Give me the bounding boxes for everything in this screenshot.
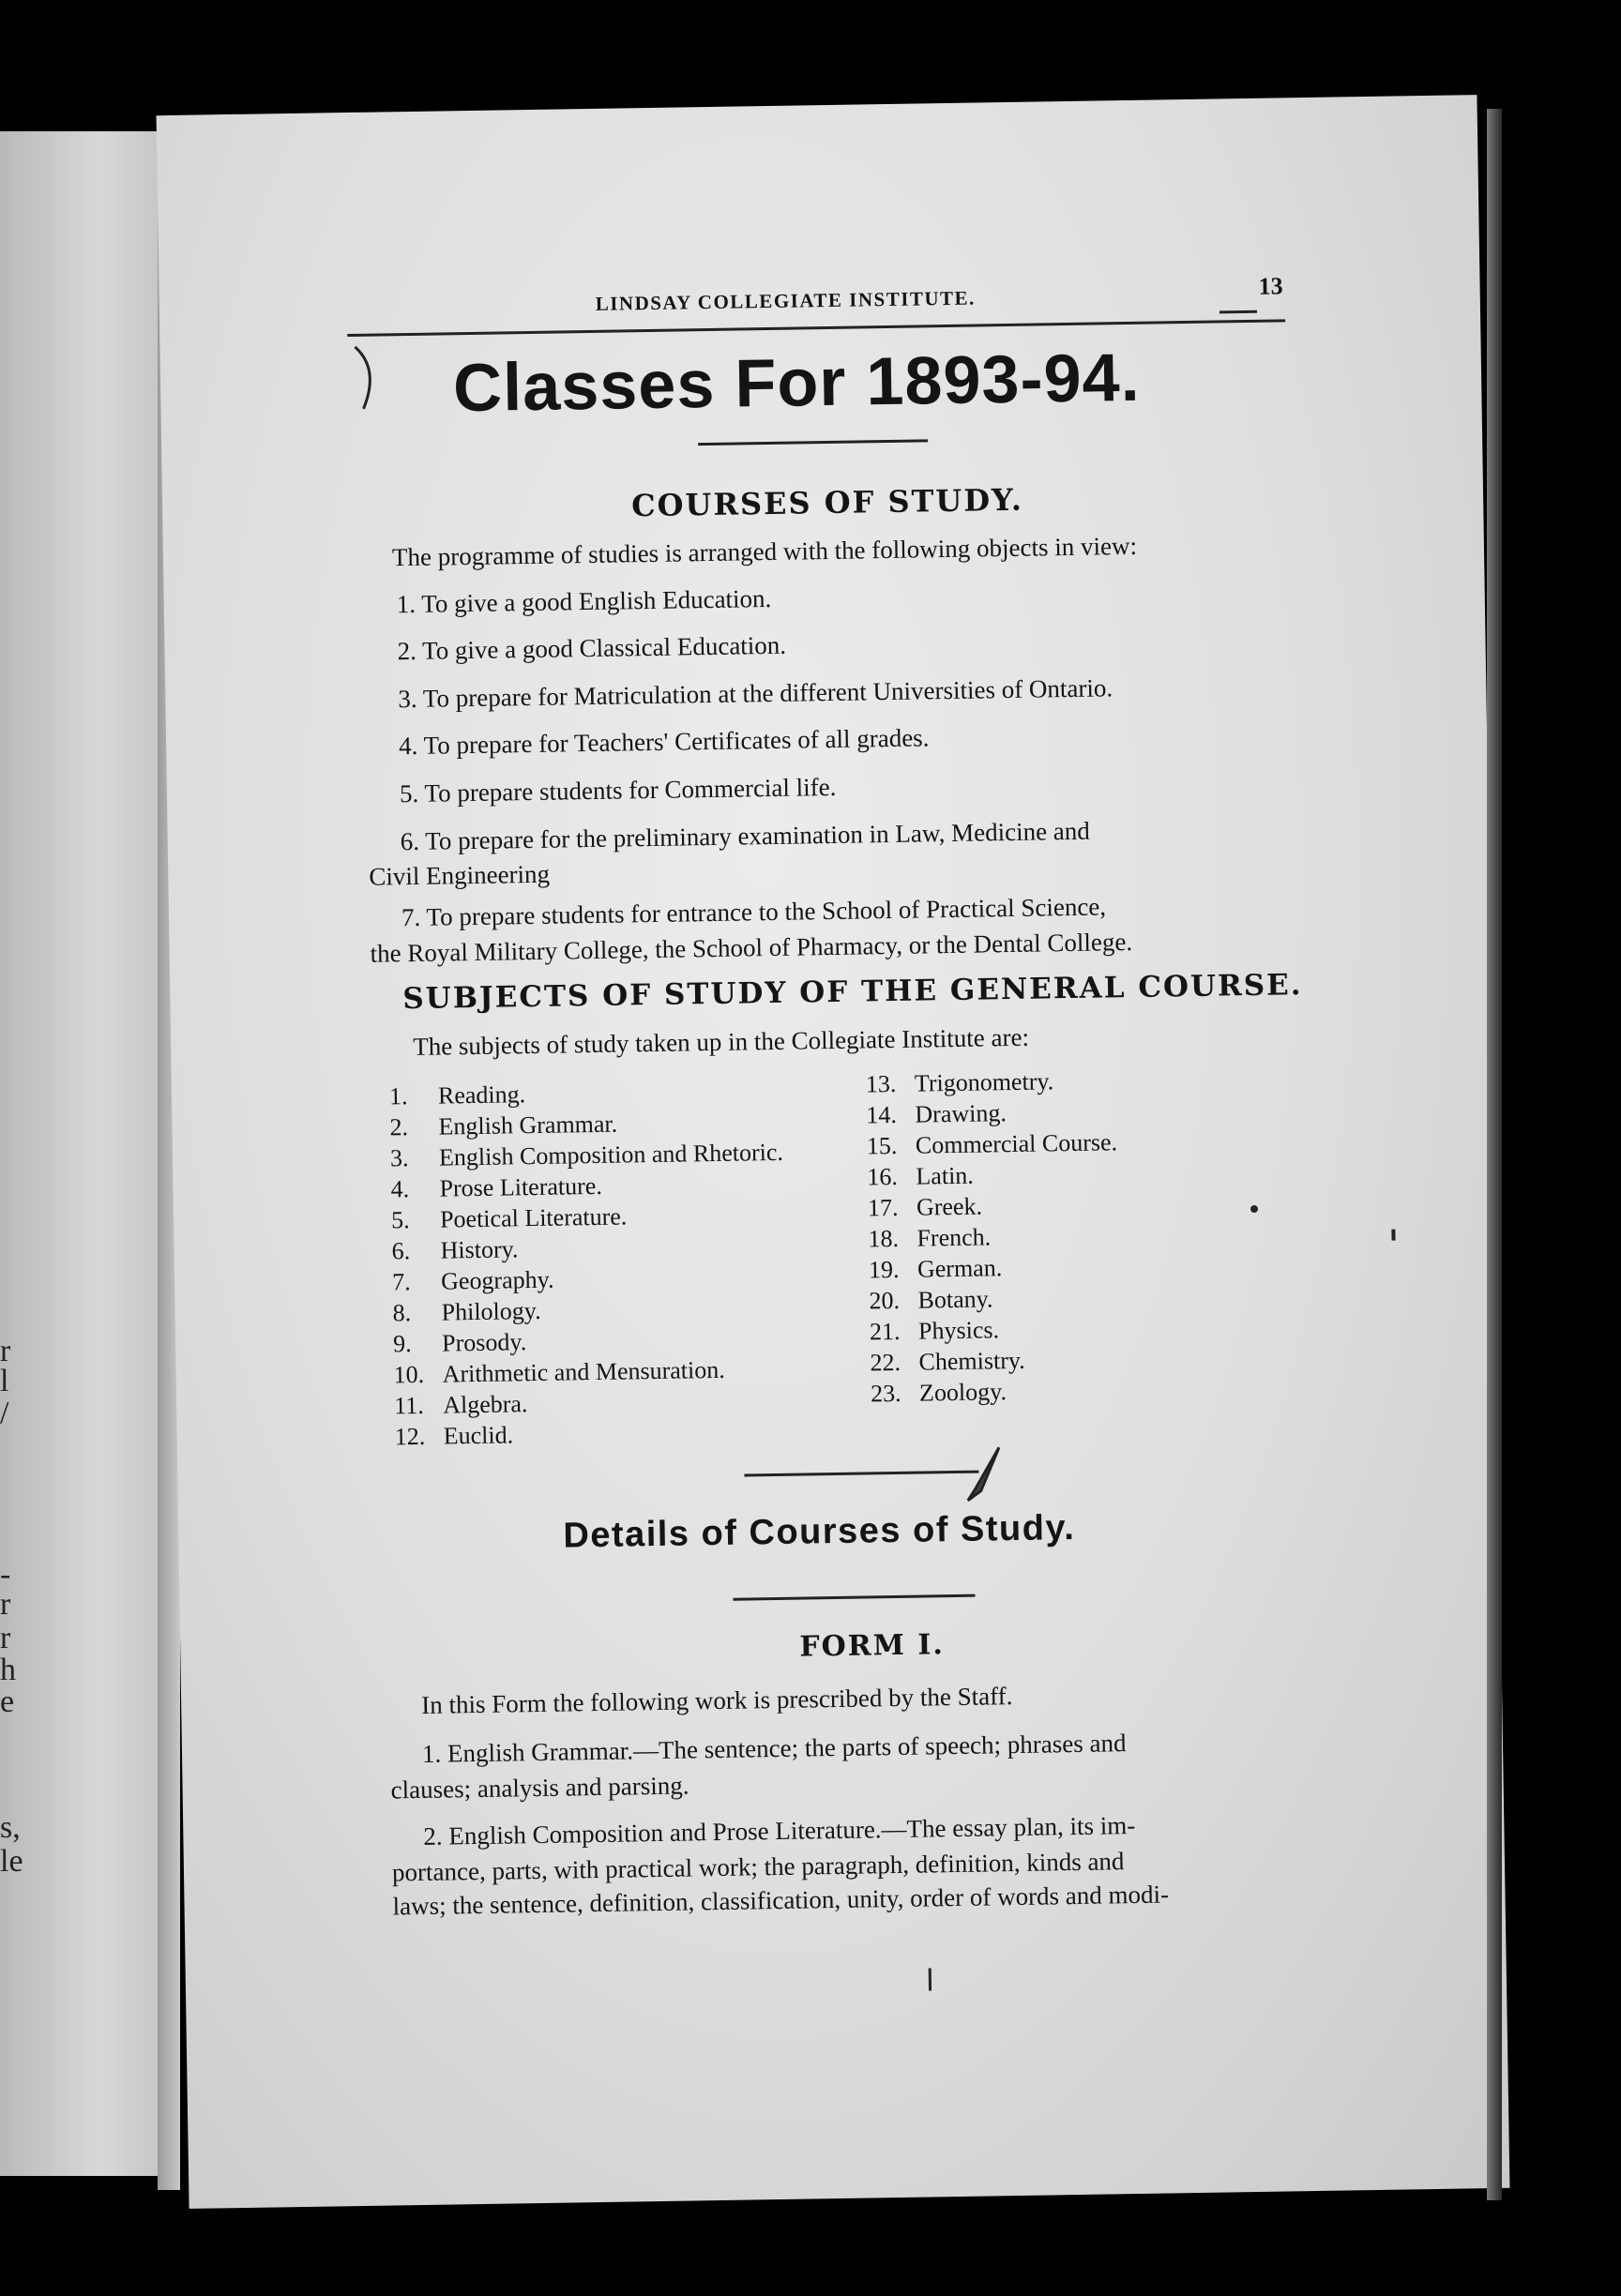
facing-page-fragment: h (0, 1653, 16, 1687)
details-rule (733, 1594, 975, 1601)
list-item: 4. To prepare for Teachers' Certificates of all grades. (398, 723, 930, 761)
list-item: 6. History. (391, 1235, 519, 1265)
list-item: 7. To prepare students for entrance to the School of Practical Science, (401, 892, 1107, 932)
list-item: 13. Trigonometry. (865, 1067, 1054, 1098)
paragraph-line: laws; the sentence, definition, classification, unity, order of words and modi- (392, 1880, 1170, 1921)
title-rule (698, 439, 928, 446)
list-item: 7. Geography. (391, 1265, 554, 1296)
paragraph-line: In this Form the following work is prescribed by the Staff. (420, 1682, 1013, 1719)
list-item: 12. Euclid. (394, 1421, 514, 1451)
form-heading: FORM I. (799, 1628, 946, 1664)
speck (1391, 1230, 1395, 1241)
facing-page-fragment: r (0, 1621, 11, 1655)
header-rule-short (1220, 310, 1257, 314)
list-item: 8. Philology. (392, 1296, 541, 1327)
section-divider (744, 1471, 978, 1477)
details-title: Details of Courses of Study. (563, 1507, 1076, 1556)
list-item: 21. Physics. (869, 1316, 1000, 1346)
pen-mark-icon (962, 1443, 1009, 1510)
paragraph-line: 2. English Composition and Prose Literature.—The essay plan, its im- (423, 1811, 1136, 1850)
list-item: 4. Prose Literature. (390, 1171, 603, 1203)
subjects-heading: SUBJECTS OF STUDY OF THE GENERAL COURSE. (402, 968, 1303, 1017)
document-page (157, 95, 1510, 2209)
facing-page-fragment: - (0, 1557, 11, 1592)
list-item: 19. German. (868, 1254, 1003, 1284)
speck (1250, 1205, 1258, 1213)
list-item: 9. Prosody. (392, 1328, 527, 1358)
courses-intro: The programme of studies is arranged with the following objects in view: (391, 531, 1138, 572)
list-item: Civil Engineering (369, 859, 551, 891)
page-edge (1487, 109, 1502, 2200)
list-item: 10. Arithmetic and Mensuration. (393, 1355, 725, 1389)
running-head: LINDSAY COLLEGIATE INSTITUTE. (595, 286, 976, 315)
paragraph-line: portance, parts, with practical work; the paragraph, definition, kinds and (391, 1847, 1125, 1887)
facing-page (0, 131, 167, 2176)
list-item: 3. English Composition and Rhetoric. (389, 1138, 784, 1172)
facing-page-fragment: s, (0, 1810, 21, 1845)
list-item: 11. Algebra. (393, 1390, 528, 1420)
list-item: 3. To prepare for Matriculation at the different Universities of Ontario. (398, 673, 1113, 714)
facing-page-fragment: / (0, 1396, 9, 1430)
facing-page-fragment: r (0, 1587, 11, 1622)
list-item: 1. To give a good English Education. (396, 583, 772, 619)
list-item: 15. Commercial Course. (866, 1128, 1118, 1160)
header-rule (347, 319, 1285, 337)
list-item: 20. Botany. (869, 1285, 993, 1315)
subjects-intro: The subjects of study taken up in the Collegiate Institute are: (412, 1022, 1030, 1062)
list-item: 23. Zoology. (870, 1378, 1007, 1408)
list-item: 6. To prepare for the preliminary examination in Law, Medicine and (400, 816, 1091, 856)
list-item: 18. French. (868, 1223, 992, 1253)
facing-page-fragment: l (0, 1364, 9, 1398)
facing-page-fragment: r (0, 1334, 11, 1368)
list-item: 1. Reading. (388, 1080, 526, 1110)
list-item: 2. To give a good Classical Education. (397, 630, 787, 666)
list-item: 5. Poetical Literature. (390, 1202, 628, 1234)
list-item: 14. Drawing. (866, 1099, 1007, 1129)
page-number: 13 (1258, 272, 1283, 300)
facing-page-fragment: le (0, 1844, 23, 1879)
list-item: 17. Greek. (867, 1192, 983, 1222)
speck (929, 1968, 932, 1990)
list-item: 22. Chemistry. (870, 1346, 1025, 1377)
paragraph-line: clauses; analysis and parsing. (390, 1771, 689, 1805)
list-item: the Royal Military College, the School of Pharmacy, or the Dental College. (370, 927, 1133, 968)
list-item: 5. To prepare students for Commercial life. (399, 772, 837, 808)
facing-page-fragment: e (0, 1684, 15, 1719)
list-item: 2. English Grammar. (389, 1110, 618, 1141)
list-item: 16. Latin. (867, 1161, 975, 1191)
bracket-mark-icon (347, 340, 386, 416)
courses-heading: COURSES OF STUDY. (630, 481, 1024, 524)
paragraph-line: 1. English Grammar.—The sentence; the parts of speech; phrases and (421, 1729, 1127, 1768)
page-title: Classes For 1893-94. (452, 340, 1142, 427)
